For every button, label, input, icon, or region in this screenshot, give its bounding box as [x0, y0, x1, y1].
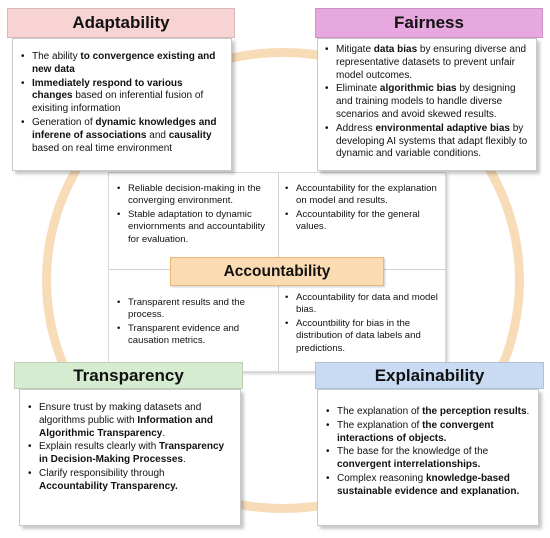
list-item — [324, 123, 531, 161]
fairness-box — [317, 38, 537, 171]
accountability-title-text: Accountability — [223, 263, 331, 280]
list-item — [324, 44, 531, 82]
bold-text: the perception results — [422, 406, 527, 417]
explainability-list — [325, 406, 533, 499]
bold-text: causality — [168, 129, 212, 141]
explainability-box — [317, 389, 539, 526]
list-item — [325, 446, 533, 472]
bold-text: algorithmic bias — [379, 83, 457, 95]
bold-text: environmental adaptive bias — [375, 122, 510, 134]
list-item: • Transparent results and the process. — [116, 297, 276, 322]
text-segment: Generation of — [32, 116, 96, 128]
fairness-title-text: Fairness — [394, 13, 464, 32]
transparency-list — [27, 402, 234, 494]
list-item: • Accountability for the general values. — [284, 209, 442, 234]
text-segment: . — [526, 406, 530, 417]
list-item: • Transparent evidence and causation metrics. — [116, 323, 276, 348]
text-segment: . — [162, 427, 166, 439]
text-segment: by ensuring diverse and representative datasets to prevent unfair model outcomes. — [336, 44, 527, 81]
fairness-title — [315, 8, 543, 38]
accountability-title — [170, 257, 384, 286]
text-segment: Ensure trust by making datasets and algorithms public with — [39, 402, 202, 426]
text-segment: based on real time environment — [32, 142, 173, 154]
bold-text: Immediately respond to various changes — [32, 77, 183, 102]
text-segment: by developing AI systems that adapt flexibly to dynamic and variable conditions. — [336, 122, 528, 160]
accountability-cell-bottom-right — [284, 292, 442, 356]
adaptability-title-text: Adaptability — [72, 13, 170, 32]
list-item: • Reliable decision-making in the converging environment. — [116, 183, 276, 208]
transparency-title-text: Transparency — [73, 366, 184, 385]
list-item — [325, 420, 533, 446]
bold-text: the convergent interactions of objects. — [337, 419, 494, 444]
bold-text: Accountability Transparency. — [39, 480, 178, 492]
text-segment: The base for the knowledge of the — [337, 446, 489, 458]
text-segment: Complex reasoning — [337, 472, 426, 484]
accountability-cell-top-right — [284, 183, 442, 235]
text-segment: Explain results clearly with — [39, 441, 160, 453]
text-segment: The explanation of — [337, 419, 423, 431]
text-segment: Eliminate — [336, 83, 380, 95]
text-segment: Clarify responsibility through — [39, 467, 165, 479]
adaptability-box — [12, 38, 232, 171]
text-segment: Mitigate — [336, 44, 374, 55]
transparency-box — [19, 389, 241, 526]
bold-text: data bias — [373, 44, 418, 55]
explainability-title-text: Explainability — [374, 366, 485, 385]
list-item — [27, 441, 234, 467]
list-item — [20, 78, 225, 116]
list-item: • Accountability for data and model bias. — [284, 292, 442, 317]
accountability-cell-top-left — [116, 183, 276, 247]
accountability-cell-bottom-left — [116, 297, 276, 349]
text-segment: by designing and training models to handle diverse scenarios and avoid skewed results. — [336, 83, 516, 120]
bold-text: convergent interrelationships. — [337, 459, 481, 471]
bold-text: Information and Algorithmic Transparency — [39, 414, 213, 439]
list-item: • Accountbility for bias in the distribution of data labels and predictions. — [284, 318, 442, 355]
explainability-title — [315, 362, 544, 389]
bold-text: dynamic knowledges and inferene of associations — [32, 116, 217, 141]
text-segment: Address — [336, 122, 376, 134]
list-item — [325, 473, 533, 499]
text-segment: and — [146, 129, 169, 141]
text-segment: The ability — [32, 51, 81, 62]
bold-text: to convergence existing and new data — [32, 51, 216, 75]
list-item: • Stable adaptation to dynamic enviornments and accountability for evaluation. — [116, 209, 276, 246]
list-item — [20, 51, 225, 77]
adaptability-list — [20, 51, 225, 155]
list-item — [27, 468, 234, 494]
bold-text: Transparency in Decision-Making Processes — [39, 441, 225, 466]
fairness-list — [324, 44, 531, 161]
text-segment: . — [182, 454, 186, 466]
text-segment: based on inferential fusion of exisiting information — [32, 90, 204, 115]
list-item — [325, 406, 533, 419]
bold-text: knowledge-based sustainable evidence and explanation. — [337, 472, 520, 497]
list-item — [324, 83, 531, 121]
list-item — [27, 402, 234, 440]
text-segment: The explanation of — [337, 406, 423, 417]
adaptability-title — [7, 8, 235, 38]
list-item: • Accountability for the explanation on model and results. — [284, 183, 442, 208]
transparency-title — [14, 362, 243, 389]
list-item — [20, 117, 225, 155]
